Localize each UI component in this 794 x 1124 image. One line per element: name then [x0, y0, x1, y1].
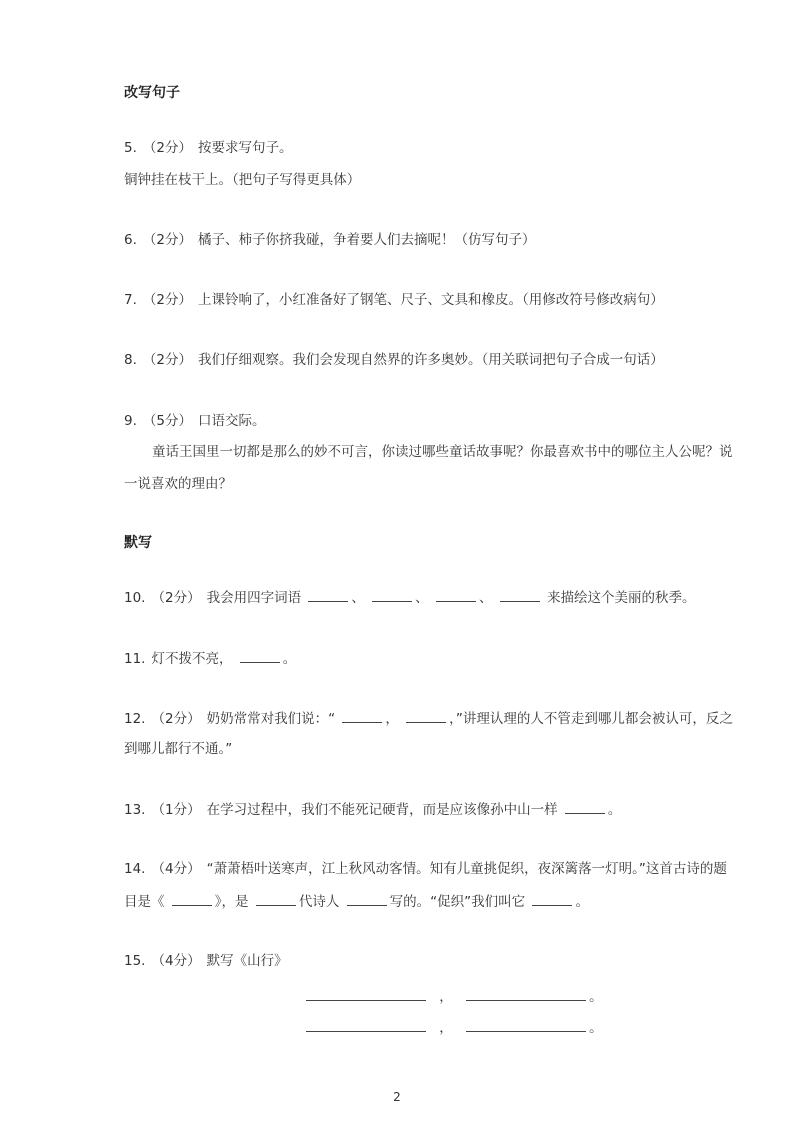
- answer-blank-poem-title[interactable]: [172, 891, 212, 906]
- question-9-paragraph-line-2: 一说喜欢的理由？: [124, 476, 232, 492]
- question-score: （2分）: [142, 232, 192, 248]
- answer-blank[interactable]: [306, 1017, 426, 1032]
- question-number: 13.: [124, 802, 146, 818]
- answer-blank[interactable]: [308, 587, 348, 602]
- question-number: 6.: [124, 232, 137, 248]
- question-text: 上课铃响了，小红准备好了钢笔、尺子、文具和橡皮。（用修改符号修改病句）: [197, 292, 664, 308]
- question-number: 12.: [124, 711, 146, 727]
- separator: 、: [478, 590, 493, 606]
- answer-blank[interactable]: [342, 708, 382, 723]
- question-number: 14.: [124, 861, 146, 877]
- separator: ，: [385, 711, 399, 727]
- question-number: 10.: [124, 590, 146, 606]
- question-score: （4分）: [151, 953, 201, 969]
- question-score: （2分）: [142, 352, 192, 368]
- question-number: 9.: [124, 413, 137, 429]
- answer-blank[interactable]: [306, 986, 426, 1001]
- question-14-line-2: [124, 891, 589, 912]
- question-text: 我会用四字词语: [206, 590, 302, 606]
- question-text: “萧萧梧叶送寒声，江上秋风动客情。知有儿童挑促织，夜深篱落一灯明。”这首古诗的题: [206, 861, 727, 877]
- answer-blank[interactable]: [406, 708, 446, 723]
- question-12-line-2: 到哪儿都行不通。”: [124, 741, 233, 757]
- question-text: 。: [575, 894, 589, 910]
- question-text: 代诗人: [298, 894, 340, 910]
- question-score: （1分）: [151, 802, 201, 818]
- separator: 、: [351, 590, 365, 606]
- question-10: [124, 587, 696, 608]
- question-text: 》，是: [214, 894, 249, 910]
- answer-blank-dynasty[interactable]: [256, 891, 296, 906]
- question-text-tail: 来描绘这个美丽的秋季。: [547, 590, 696, 606]
- question-12: [124, 708, 733, 729]
- question-number: 8.: [124, 352, 137, 368]
- question-score: （5分）: [142, 413, 192, 429]
- section-title-dictation: 默写: [124, 535, 152, 551]
- question-number: 15.: [124, 953, 146, 969]
- question-score: （2分）: [151, 590, 201, 606]
- question-number: 5.: [124, 140, 137, 156]
- question-score: （2分）: [151, 711, 201, 727]
- question-11: [124, 648, 296, 669]
- separator: 。: [589, 989, 603, 1005]
- question-number: 7.: [124, 292, 137, 308]
- section-title-rewrite: 改写句子: [124, 85, 180, 101]
- poem-line-2: [303, 1017, 603, 1038]
- question-5-prompt: 铜钟挂在枝干上。（把句子写得更具体）: [124, 172, 361, 188]
- question-text: 奶奶常常对我们说：“: [206, 711, 336, 727]
- question-5: [124, 138, 292, 158]
- question-text-tail: 。: [607, 802, 622, 818]
- answer-blank[interactable]: [466, 1017, 586, 1032]
- separator: ，: [439, 989, 453, 1005]
- question-8: [124, 350, 664, 370]
- question-text: 按要求写句子。: [197, 140, 293, 156]
- question-text: 目是《: [124, 894, 165, 910]
- question-text: 橘子、柿子你挤我碰，争着要人们去摘呢！（仿写句子）: [197, 232, 536, 248]
- question-13: [124, 799, 621, 820]
- page-number: 2: [393, 1090, 401, 1104]
- answer-blank[interactable]: [466, 986, 586, 1001]
- question-text: 灯不拨不亮，: [151, 651, 233, 667]
- answer-blank[interactable]: [240, 648, 280, 663]
- question-text: 在学习过程中，我们不能死记硬背，而是应该像孙中山一样: [206, 802, 558, 818]
- question-score: （2分）: [142, 140, 192, 156]
- question-score: （2分）: [142, 292, 192, 308]
- separator: 。: [589, 1020, 603, 1036]
- question-text: 口语交际。: [197, 413, 266, 429]
- poem-line-1: [303, 986, 603, 1007]
- question-text: 写的。“促织”我们叫它: [389, 894, 526, 910]
- answer-blank[interactable]: [565, 799, 605, 814]
- question-7: [124, 290, 664, 310]
- answer-blank[interactable]: [372, 587, 412, 602]
- separator: 、: [415, 590, 429, 606]
- question-text-tail: 。: [282, 651, 297, 667]
- answer-blank-name[interactable]: [532, 891, 572, 906]
- question-score: （4分）: [151, 861, 201, 877]
- separator: ，: [439, 1020, 453, 1036]
- answer-blank-poet[interactable]: [347, 891, 387, 906]
- question-text: 默写《山行》: [206, 953, 288, 969]
- question-15: [124, 951, 288, 971]
- question-text-tail: ，”讲理认理的人不管走到哪儿都会被认可，反之: [449, 711, 733, 727]
- answer-blank[interactable]: [500, 587, 540, 602]
- question-9: [124, 411, 265, 431]
- question-9-paragraph-line-1: 童话王国里一切都是那么的妙不可言，你读过哪些童话故事呢？你最喜欢书中的哪位主人公呢？说: [152, 444, 733, 460]
- question-14: [124, 859, 727, 879]
- question-6: [124, 230, 535, 250]
- answer-blank[interactable]: [436, 587, 476, 602]
- question-number: 11.: [124, 651, 146, 667]
- question-text: 我们仔细观察。我们会发现自然界的许多奥妙。（用关联词把句子合成一句话）: [197, 352, 664, 368]
